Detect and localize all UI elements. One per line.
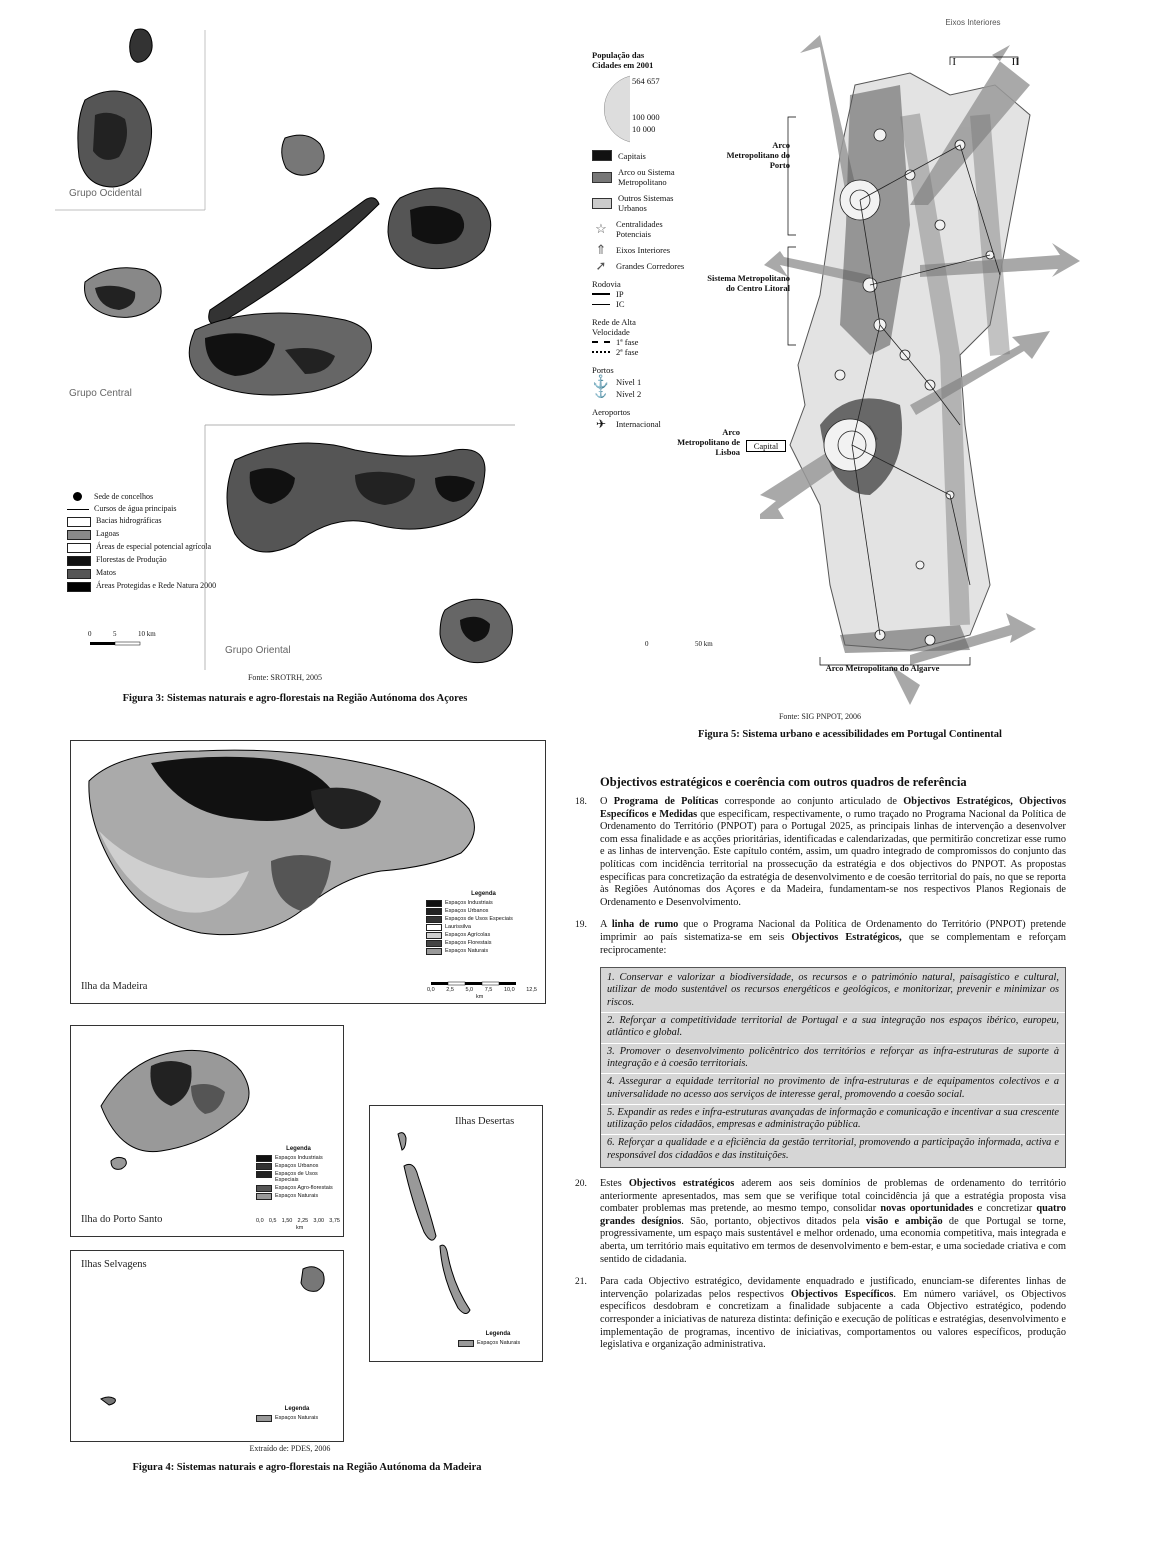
legend-swatch [426,916,442,923]
text-bold: novas oportunidades [880,1203,974,1215]
legend-item [426,940,541,947]
scale-tick: 1,50 [281,1218,293,1224]
scale-tick: 3,00 [313,1218,325,1224]
population-title: População das Cidades em 2001 [592,50,654,70]
legend-label: Bacias hidrográficas [96,516,162,525]
airplane-icon: ✈ [595,417,607,431]
madeira-scale-ticks [427,987,537,994]
desertas-map [370,1106,542,1361]
legend-label: Áreas Protegidas e Rede Natura 2000 [96,581,217,590]
panel-ilhas-selvagens [70,1250,344,1442]
text-bold: Objectivos Específicos [790,1288,894,1300]
rodovia-group [592,279,712,309]
text-run: que o Programa Nacional da Política de Ordenamento do Território (PNPOT) pretende imprimir ao país sistematiza-se em seis [600,919,1066,943]
scale-tick: 2,25 [297,1218,309,1224]
legend-item [458,1340,538,1347]
legend-title: Legenda [471,891,496,897]
portugal-map [760,25,1080,705]
legend-item [67,516,217,527]
text-column [575,796,1066,1362]
objective-5: 5. Expandir as redes e infra-estruturas avançadas de informação e comunicação e incentivar a sua crescente utilização pelos cidadãos, empresas e administração pública. [601,1105,1065,1136]
legend-swatch [458,1340,474,1347]
objective-2: 2. Reforçar a competitividade territorial de Portugal e a sua integração nos espaços ibérico, europeu, atlântico e global. [601,1013,1065,1044]
legend-item [256,1415,338,1422]
legend-item [426,900,541,907]
annot-sistema-centro: Sistema Metropolitano do Centro Litoral [707,273,790,293]
legend-swatch [592,150,612,161]
legend-item [256,1185,341,1192]
figure-4-caption: Figura 4: Sistemas naturais e agro-florestais na Região Autónoma da Madeira [132,1462,482,1473]
desertas-title: Ilhas Desertas [455,1116,515,1127]
legend-label: Espaços Industriais [275,1154,323,1161]
legend-label: Espaços Naturais [275,1414,319,1421]
legend-label: Espaços Naturais [445,947,489,954]
rede-group [592,317,712,357]
legend-item [426,908,541,915]
legend-swatch [592,198,612,209]
legend-label: Grandes Corredores [616,261,685,271]
annot-eixo-i: I [952,56,956,68]
legend-label: Espaços Agrícolas [445,931,491,938]
porto-santo-legend [256,1146,341,1201]
annot-arco-algarve: Arco Metropolitano do Algarve [825,663,940,673]
scale-tick-10: 10 km [138,630,156,638]
legend-label: Centralidades Potenciais [616,219,663,239]
legend-swatch [426,924,442,931]
madeira-scale-unit: km [476,994,484,1000]
legend-label: Espaços Florestais [445,939,492,946]
annot-arco-lisboa: Arco Metropolitano de Lisboa [677,427,740,457]
axis-icon: ⇑ [595,242,607,257]
legend-title: Legenda [284,1406,310,1412]
population-value-max: 564 657 [632,76,660,86]
legend-swatch [256,1163,272,1170]
text-run: que especificam, respectivamente, o rumo traçado no Programa Nacional da Política de Ordenamento do Território (PNPOT) para o Portugal 2025, as principais linhas de intervenção a desenvolver com essa finalidade e as acções prioritárias, identificadas e calendarizadas, que permitirão concretizar esse rumo e as linhas de intervenção. Este capítulo contém, assim, um quadro integrado de compromissos do conjunto das políticas com incidência territorial na prossecução da estratégia e dos objectivos do PNPOT. As propostas específicas para concretização da estratégia de desenvolvimento e de coesão territorial do país, no que se reporta às Regiões Autónomas dos Açores e da Madeira, fundamentam-se nos respectivos Planos Regionais de Ordenamento e Desenvolvimento. [600,808,1066,908]
legend-label: Capitais [618,150,646,161]
annot-capital: Capital [746,440,786,452]
group-central-label: Grupo Central [69,388,132,399]
text-run: de que Portugal se torne, progressivamente, um espaço mais sustentável e melhor ordenado, uma economia competitiva, mais integrada e aberta, um território mais equitativo em termos de desenvolvimento e bem-estar, e uma sociedade criativa e com sentido de cidadania. [600,1215,1066,1265]
legend-item [592,258,712,273]
objectives-box [600,967,1066,1168]
text-run: corresponde ao conjunto articulado de [718,796,904,807]
scale-tick: 12,5 [526,987,537,993]
porto-santo-map [71,1026,343,1236]
rodovia-ic: IC [616,299,625,309]
legend-label: Laurissilva [445,923,471,930]
paragraph-number: 20. [575,1178,587,1189]
legend-item [256,1155,341,1162]
legend-item [426,948,541,955]
paragraph-19 [575,919,1066,957]
annot-eixos-interiores: Eixos Interiores [945,18,1001,27]
legend-swatch [67,543,91,553]
legend-item [426,932,541,939]
text-run: Estes [600,1177,629,1189]
legend-title: Legenda [485,1331,511,1337]
legend-item [592,193,712,213]
legend-item [67,568,217,579]
legend-item [256,1171,341,1184]
legend-item [67,492,217,502]
scale-tick: 0,0 [256,1218,264,1224]
legend-swatch [426,948,442,955]
legend-label: Espaços de Usos Especiais [275,1170,318,1183]
scale-tick-0: 0 [645,640,649,648]
panel-porto-santo [70,1025,344,1237]
group-oriental-label: Grupo Oriental [225,645,291,656]
legend-swatch [426,940,442,947]
population-circles [592,74,712,144]
legend-label: Espaços Industriais [445,899,493,906]
population-value-min: 10 000 [632,124,656,134]
text-bold: Objectivos estratégicos [628,1177,735,1189]
figure-5-legend [592,50,712,431]
porto-santo-title: Ilha do Porto Santo [81,1214,163,1225]
legend-swatch [256,1171,272,1178]
legend-item [426,924,541,931]
rede-title: Rede de Alta Velocidade [592,317,636,337]
porto-nivel-1: Nível 1 [616,377,642,387]
legend-swatch [256,1415,272,1422]
legend-item [256,1193,341,1200]
figure-3-source: Fonte: SROTRH, 2005 [247,673,322,682]
scale-tick-50: 50 km [695,640,713,648]
objective-3: 3. Promover o desenvolvimento policêntrico dos territórios e reforçar as infra-estruturas de suporte à integração e à coesão territoriais. [601,1044,1065,1075]
porto-santo-scale-ticks [256,1218,340,1225]
group-ocidental-label: Grupo Ocidental [69,188,142,199]
aeroportos-title: Aeroportos [592,407,631,417]
scale-tick: 10,0 [503,987,515,993]
legend-item [67,529,217,540]
scale-tick-5: 5 [113,630,117,638]
madeira-map [71,741,545,1003]
figure-5-caption: Figura 5: Sistema urbano e acessibilidades em Portugal Continental [698,729,1002,740]
paragraph-21 [575,1276,1066,1352]
star-icon: ☆ [595,221,607,236]
legend-swatch [426,932,442,939]
legend-item [256,1163,341,1170]
annot-arco-porto: Arco Metropolitano do Porto [726,140,790,170]
acores-legend [67,492,217,594]
aeroporto-internacional: Internacional [616,419,661,429]
paragraph-number: 18. [575,797,587,807]
selvagens-legend [256,1406,338,1423]
legend-label: Áreas de especial potencial agrícola [96,542,212,551]
legend-swatch [256,1193,272,1200]
paragraph-18 [575,796,1066,909]
line-icon [67,509,89,510]
anchor-icon: ⚓ [592,374,610,389]
figure-5-source: Fonte: SIG PNPOT, 2006 [778,712,862,721]
text-run: O [600,796,614,807]
figure-5-legend-items [592,150,712,271]
selvagens-title: Ilhas Selvagens [81,1259,147,1270]
legend-item [67,555,217,566]
legend-swatch [256,1155,272,1162]
objective-4: 4. Assegurar a equidade territorial no provimento de infra-estruturas e de equipamentos colectivos e a universalidade no acesso aos serviços de interesse geral, promovendo a coesão social. [601,1074,1065,1105]
legend-label: Arco ou Sistema Metropolitano [618,167,675,187]
legend-label: Espaços Urbanos [445,907,489,914]
legend-label: Sede de concelhos [94,492,154,501]
legend-item [592,219,712,239]
population-value-mid: 100 000 [632,112,660,122]
aeroportos-group [592,407,712,429]
arrow-icon: ➚ [595,258,607,273]
legend-label: Espaços de Usos Especiais [445,915,513,922]
text-run: que se complementam e reforçam reciprocamente: [600,931,1066,956]
rede-fase-1: 1ª fase [616,337,639,347]
anchor-small-icon: ⚓ [594,388,608,399]
scale-tick: 5,0 [465,987,474,993]
legend-item [592,242,712,257]
portos-group [592,365,712,399]
scale-tick: 2,5 [446,987,454,993]
island-sao-jorge [209,198,379,324]
figure-3-acores [55,20,515,710]
legend-swatch [67,517,91,527]
legend-swatch [67,582,91,592]
legend-swatch [592,172,612,183]
legend-item [426,916,541,923]
text-run: . Em número variável, os Objectivos específicos desdobram e concretizam a finalidade subjacente a cada Objectivo estratégico, podendo corresponder a iniciativas de natureza distinta: definição e execução de políticas e estratégias, desenvolvimento e implementação de programas, incentivo de iniciativas, comportamentos ou valores específicos, produção legislativa e organização administrativa. [600,1288,1067,1351]
figure-5-portugal [560,15,1080,745]
legend-label: Espaços Naturais [477,1339,521,1346]
text-bold: visão e ambição [865,1215,943,1227]
objective-6: 6. Reforçar a qualidade e a eficiência da gestão territorial, promovendo a participação informada, activa e responsável dos cidadãos e das instituições. [607,1137,1059,1161]
desertas-legend [458,1331,538,1348]
paragraph-number: 21. [575,1277,587,1288]
legend-swatch [256,1185,272,1192]
legend-label: Matos [96,568,116,577]
rodovia-title: Rodovia [592,279,621,289]
text-bold: quatro grandes desígnios [600,1203,1066,1227]
madeira-legend [426,891,541,956]
scale-tick: 7,5 [484,987,493,993]
porto-santo-scale-unit: km [296,1225,304,1231]
objective-1: 1. Conservar e valorizar a biodiversidade, os recursos e o património natural, paisagístico e cultural, utilizar de modo sustentável os recursos energéticos e geológicos, e monitorizar, prevenir e minimizar os riscos. [601,970,1065,1013]
dot-icon [73,492,82,501]
figure-3-caption: Figura 3: Sistemas naturais e agro-florestais na Região Autónoma dos Açores [122,693,468,704]
panel-ilha-madeira [70,740,546,1004]
figure-4-source: Extraído de: PDES, 2006 [249,1444,331,1453]
legend-swatch [426,900,442,907]
legend-label: Espaços Urbanos [275,1162,319,1169]
portos-title: Portos [592,365,614,375]
rede-fase-2: 2ª fase [616,347,639,357]
legend-swatch [67,569,91,579]
rodovia-ip: IP [616,289,624,299]
paragraph-number: 19. [575,920,587,931]
legend-item [67,504,217,514]
madeira-title: Ilha da Madeira [81,981,148,992]
legend-item [592,167,712,187]
text-run: Para cada Objectivo estratégico, devidamente enquadrado e justificado, enunciam-se diferentes linhas de intervenção polarizadas pelos respectivos [600,1276,1066,1300]
panel-ilhas-desertas [369,1105,543,1362]
scale-tick-0: 0 [88,630,92,638]
text-bold: Objectivos Estratégicos, [791,931,902,943]
paragraph-20 [575,1178,1066,1266]
scale-tick: 0,0 [427,987,435,993]
scale-tick: 0,5 [268,1218,277,1224]
legend-item [67,581,217,592]
legend-label: Outros Sistemas Urbanos [618,193,674,213]
legend-label: Lagoas [96,529,120,538]
porto-nivel-2: Nível 2 [616,389,642,399]
legend-swatch [67,530,91,540]
legend-label: Eixos Interiores [616,245,671,255]
text-run: A [600,919,612,931]
annot-eixo-ii: II [1011,56,1019,68]
text-bold: Programa de Políticas [613,796,719,807]
text-run: e concretizar [973,1203,1037,1215]
scale-tick: 3,75 [329,1218,340,1224]
text-bold: linha de rumo [611,919,679,931]
legend-item [592,150,712,161]
legend-swatch [67,556,91,566]
acores-scale-bar [90,642,140,645]
legend-label: Florestas de Produção [96,555,167,564]
island-corvo [130,29,152,62]
section-heading: Objectivos estratégicos e coerência com outros quadros de referência [600,775,967,789]
text-run: . São, portanto, objectivos ditados pela [681,1215,866,1227]
legend-swatch [426,908,442,915]
island-graciosa [282,135,324,175]
text-bold: Objectivos Estratégicos, Objectivos Específicos e Medidas [600,796,1066,820]
legend-label: Espaços Naturais [275,1192,319,1199]
legend-label: Cursos de água principais [94,504,177,513]
text-run: aderem aos seis domínios de problemas de ordenamento do território anteriormente apresentados, mas sem que se verifique total coincidência já que a estratégia proposta visa combater problemas mas pretende, ao mesmo tempo, consolidar [600,1177,1066,1215]
legend-label: Espaços Agro-florestais [275,1184,333,1191]
legend-item [67,542,217,553]
legend-title: Legenda [286,1146,311,1152]
